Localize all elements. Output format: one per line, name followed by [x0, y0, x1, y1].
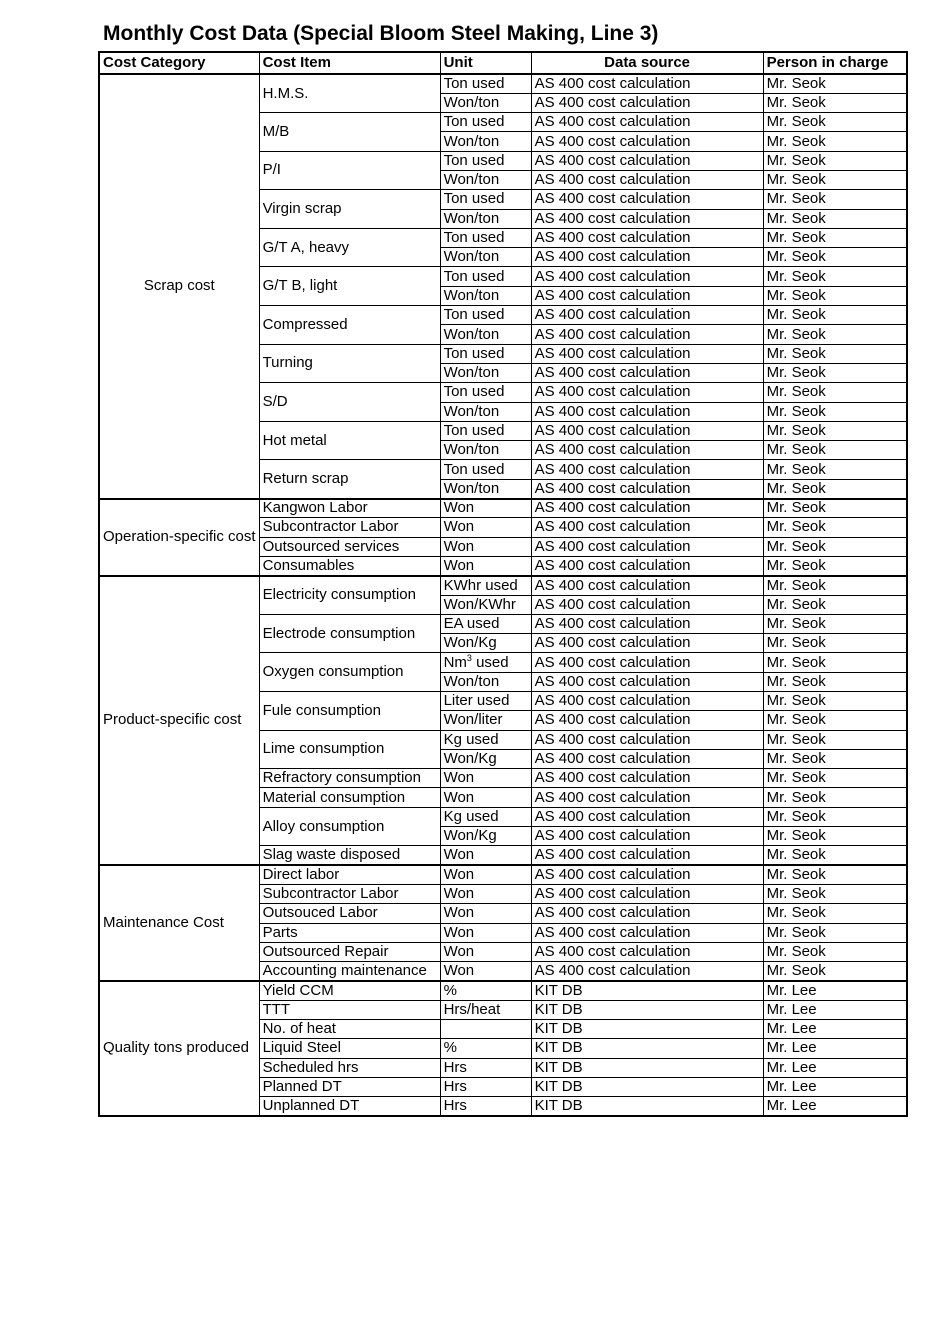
- unit-cell: [440, 479, 531, 498]
- unit-cell: [440, 711, 531, 730]
- unit-cell: [440, 93, 531, 112]
- data-source-cell: AS 400 cost calculation: [531, 113, 763, 132]
- unit-text: Won: [443, 943, 475, 960]
- person-in-charge-cell: Mr. Seok: [763, 672, 907, 691]
- person-in-charge-cell: Mr. Seok: [763, 460, 907, 479]
- cost-item-cell: Electrode consumption: [259, 614, 440, 653]
- person-in-charge-cell: Mr. Seok: [763, 518, 907, 537]
- unit-cell: [440, 306, 531, 325]
- data-source-cell: AS 400 cost calculation: [531, 479, 763, 498]
- unit-text: Ton used: [443, 229, 505, 247]
- unit-cell: [440, 537, 531, 556]
- cost-item-cell: Kangwon Labor: [259, 499, 440, 518]
- unit-text: Won/ton: [443, 93, 500, 111]
- cost-item-cell: Refractory consumption: [259, 769, 440, 788]
- person-in-charge-cell: Mr. Seok: [763, 151, 907, 170]
- person-in-charge-cell: Mr. Seok: [763, 595, 907, 614]
- data-source-cell: AS 400 cost calculation: [531, 441, 763, 460]
- unit-cell: [440, 904, 531, 923]
- unit-cell: [440, 402, 531, 421]
- unit-text: Won/ton: [443, 286, 500, 304]
- person-in-charge-cell: Mr. Seok: [763, 788, 907, 807]
- unit-text: Kg used: [443, 730, 499, 748]
- person-in-charge-cell: Mr. Seok: [763, 209, 907, 228]
- unit-cell: [440, 672, 531, 691]
- unit-text: Won/ton: [443, 441, 500, 459]
- unit-cell: [440, 518, 531, 537]
- cost-item-cell: M/B: [259, 113, 440, 152]
- unit-text: Won/ton: [443, 209, 500, 227]
- unit-text: Won: [443, 556, 475, 574]
- cost-item-cell: P/I: [259, 151, 440, 190]
- unit-cell: [440, 421, 531, 440]
- data-source-cell: AS 400 cost calculation: [531, 151, 763, 170]
- unit-text: Won/ton: [443, 171, 500, 189]
- unit-text: Nm: [443, 653, 467, 671]
- data-source-cell: AS 400 cost calculation: [531, 537, 763, 556]
- unit-text: Won: [443, 866, 475, 884]
- person-in-charge-cell: Mr. Seok: [763, 170, 907, 189]
- data-source-cell: AS 400 cost calculation: [531, 749, 763, 768]
- cost-item-cell: Outsourced Repair: [259, 942, 440, 961]
- unit-text: Won/liter: [443, 711, 503, 729]
- unit-cell: [440, 865, 531, 884]
- person-in-charge-cell: Mr. Seok: [763, 827, 907, 846]
- person-in-charge-cell: Mr. Lee: [763, 1077, 907, 1096]
- unit-text: Won: [443, 962, 475, 980]
- unit-cell: [440, 923, 531, 942]
- cost-item-cell: TTT: [259, 1000, 440, 1019]
- unit-text: Won/ton: [443, 364, 500, 382]
- person-in-charge-cell: Mr. Seok: [763, 190, 907, 209]
- person-in-charge-cell: Mr. Seok: [763, 499, 907, 518]
- cost-item-cell: No. of heat: [259, 1020, 440, 1039]
- data-source-cell: AS 400 cost calculation: [531, 132, 763, 151]
- person-in-charge-cell: Mr. Seok: [763, 286, 907, 305]
- person-in-charge-cell: Mr. Seok: [763, 248, 907, 267]
- data-source-cell: AS 400 cost calculation: [531, 209, 763, 228]
- data-source-cell: AS 400 cost calculation: [531, 325, 763, 344]
- unit-text: Won/ton: [443, 325, 500, 343]
- unit-text: Kg used: [443, 807, 499, 825]
- unit-cell: [440, 614, 531, 633]
- unit-text: Won/Kg: [443, 827, 497, 845]
- data-source-cell: AS 400 cost calculation: [531, 865, 763, 884]
- cost-item-cell: Alloy consumption: [259, 807, 440, 846]
- unit-cell: [440, 1000, 531, 1019]
- cost-item-cell: Scheduled hrs: [259, 1058, 440, 1077]
- cost-item-cell: Outsourced services: [259, 537, 440, 556]
- data-source-cell: AS 400 cost calculation: [531, 248, 763, 267]
- data-source-cell: AS 400 cost calculation: [531, 653, 763, 672]
- cost-item-cell: Subcontractor Labor: [259, 518, 440, 537]
- unit-cell: [440, 595, 531, 614]
- cost-item-cell: Hot metal: [259, 421, 440, 460]
- unit-text: Won: [443, 904, 475, 922]
- person-in-charge-cell: Mr. Seok: [763, 113, 907, 132]
- unit-text: Ton used: [443, 267, 505, 285]
- cost-item-cell: Electricity consumption: [259, 576, 440, 615]
- cost-category-group: [99, 576, 907, 865]
- unit-cell: [440, 74, 531, 93]
- person-in-charge-cell: Mr. Seok: [763, 402, 907, 421]
- unit-cell: [440, 556, 531, 575]
- data-source-cell: AS 400 cost calculation: [531, 93, 763, 112]
- unit-text: Won/Kg: [443, 750, 497, 768]
- unit-text: Won/KWhr: [443, 595, 516, 613]
- unit-text: Won: [443, 788, 475, 806]
- unit-cell: [440, 884, 531, 903]
- cost-item-cell: Slag waste disposed: [259, 846, 440, 865]
- unit-cell: [440, 460, 531, 479]
- data-source-cell: AS 400 cost calculation: [531, 827, 763, 846]
- cost-item-cell: Turning: [259, 344, 440, 383]
- person-in-charge-cell: Mr. Lee: [763, 1020, 907, 1039]
- unit-text: Won: [443, 499, 475, 517]
- person-in-charge-cell: Mr. Seok: [763, 576, 907, 595]
- cost-category-cell: Quality tons produced: [99, 981, 259, 1116]
- person-in-charge-cell: Mr. Lee: [763, 1039, 907, 1058]
- cost-item-cell: Consumables: [259, 556, 440, 575]
- cost-item-cell: H.M.S.: [259, 74, 440, 113]
- data-source-cell: KIT DB: [531, 1039, 763, 1058]
- unit-cell: [440, 228, 531, 247]
- unit-suffix: used: [471, 653, 509, 671]
- data-source-cell: KIT DB: [531, 1077, 763, 1096]
- unit-text: Hrs: [443, 1078, 467, 1096]
- data-source-cell: KIT DB: [531, 1058, 763, 1077]
- cost-item-cell: Accounting maintenance: [259, 962, 440, 981]
- table-row: [99, 499, 907, 518]
- unit-text: Won/ton: [443, 672, 500, 690]
- person-in-charge-cell: Mr. Seok: [763, 923, 907, 942]
- person-in-charge-cell: Mr. Seok: [763, 363, 907, 382]
- unit-cell: [440, 730, 531, 749]
- cost-item-cell: Material consumption: [259, 788, 440, 807]
- person-in-charge-cell: Mr. Seok: [763, 846, 907, 865]
- data-source-cell: AS 400 cost calculation: [531, 344, 763, 363]
- unit-text: Ton used: [443, 113, 505, 131]
- unit-cell: [440, 692, 531, 711]
- data-source-cell: AS 400 cost calculation: [531, 614, 763, 633]
- table-row: [99, 865, 907, 884]
- unit-superscript: 3: [466, 652, 472, 663]
- unit-text: Liter used: [443, 692, 510, 710]
- cost-category-cell: Operation-specific cost: [99, 499, 259, 576]
- unit-text: Ton used: [443, 460, 505, 478]
- cost-item-cell: G/T B, light: [259, 267, 440, 306]
- person-in-charge-cell: Mr. Seok: [763, 904, 907, 923]
- unit-cell: [440, 769, 531, 788]
- unit-cell: [440, 1058, 531, 1077]
- unit-cell: [440, 962, 531, 981]
- cost-item-cell: Unplanned DT: [259, 1097, 440, 1116]
- unit-cell: [440, 325, 531, 344]
- unit-cell: [440, 576, 531, 595]
- data-source-cell: AS 400 cost calculation: [531, 286, 763, 305]
- data-source-cell: AS 400 cost calculation: [531, 884, 763, 903]
- data-source-cell: AS 400 cost calculation: [531, 421, 763, 440]
- person-in-charge-cell: Mr. Seok: [763, 441, 907, 460]
- cost-item-cell: Liquid Steel: [259, 1039, 440, 1058]
- person-in-charge-cell: Mr. Seok: [763, 711, 907, 730]
- person-in-charge-cell: Mr. Seok: [763, 749, 907, 768]
- unit-cell: [440, 209, 531, 228]
- cost-item-cell: Direct labor: [259, 865, 440, 884]
- unit-text: Ton used: [443, 74, 505, 92]
- data-source-cell: AS 400 cost calculation: [531, 846, 763, 865]
- cost-data-table: [98, 51, 908, 1117]
- unit-cell: [440, 248, 531, 267]
- header-data-source: Data source: [531, 52, 763, 74]
- unit-cell: [440, 286, 531, 305]
- data-source-cell: AS 400 cost calculation: [531, 904, 763, 923]
- person-in-charge-cell: Mr. Seok: [763, 267, 907, 286]
- person-in-charge-cell: Mr. Seok: [763, 769, 907, 788]
- data-source-cell: AS 400 cost calculation: [531, 402, 763, 421]
- person-in-charge-cell: Mr. Seok: [763, 614, 907, 633]
- unit-cell: [440, 499, 531, 518]
- unit-text: Won/ton: [443, 402, 500, 420]
- cost-item-cell: Parts: [259, 923, 440, 942]
- person-in-charge-cell: Mr. Seok: [763, 865, 907, 884]
- data-source-cell: AS 400 cost calculation: [531, 942, 763, 961]
- unit-cell: [440, 363, 531, 382]
- unit-text: %: [443, 1039, 457, 1057]
- page-title: Monthly Cost Data (Special Bloom Steel Making, Line 3): [103, 22, 659, 45]
- unit-cell: [440, 344, 531, 363]
- unit-cell: [440, 441, 531, 460]
- person-in-charge-cell: Mr. Seok: [763, 479, 907, 498]
- data-source-cell: KIT DB: [531, 1097, 763, 1116]
- unit-cell: [440, 190, 531, 209]
- table-row: [99, 981, 907, 1000]
- cost-item-cell: Virgin scrap: [259, 190, 440, 229]
- data-source-cell: AS 400 cost calculation: [531, 74, 763, 93]
- cost-category-cell: Scrap cost: [99, 74, 259, 499]
- unit-cell: [440, 788, 531, 807]
- unit-cell: [440, 132, 531, 151]
- data-source-cell: KIT DB: [531, 981, 763, 1000]
- unit-cell: [440, 1077, 531, 1096]
- person-in-charge-cell: Mr. Lee: [763, 1097, 907, 1116]
- data-source-cell: AS 400 cost calculation: [531, 923, 763, 942]
- table-header: [99, 52, 907, 74]
- data-source-cell: AS 400 cost calculation: [531, 730, 763, 749]
- cost-category-group: [99, 981, 907, 1116]
- data-source-cell: AS 400 cost calculation: [531, 383, 763, 402]
- data-source-cell: AS 400 cost calculation: [531, 190, 763, 209]
- unit-cell: [440, 749, 531, 768]
- data-source-cell: KIT DB: [531, 1000, 763, 1019]
- unit-text: Won/Kg: [443, 634, 497, 652]
- data-source-cell: AS 400 cost calculation: [531, 672, 763, 691]
- person-in-charge-cell: Mr. Seok: [763, 556, 907, 575]
- unit-text: Won/ton: [443, 479, 500, 497]
- data-source-cell: AS 400 cost calculation: [531, 692, 763, 711]
- unit-text: Ton used: [443, 421, 505, 439]
- data-source-cell: AS 400 cost calculation: [531, 595, 763, 614]
- data-source-cell: AS 400 cost calculation: [531, 962, 763, 981]
- person-in-charge-cell: Mr. Seok: [763, 942, 907, 961]
- unit-text: Ton used: [443, 306, 505, 324]
- unit-cell: [440, 1097, 531, 1116]
- unit-cell: [440, 267, 531, 286]
- cost-item-cell: Fule consumption: [259, 692, 440, 731]
- unit-text: Hrs: [443, 1058, 467, 1076]
- cost-category-group: [99, 499, 907, 576]
- cost-item-cell: S/D: [259, 383, 440, 422]
- table-row: [99, 576, 907, 595]
- unit-cell: [440, 170, 531, 189]
- cost-item-cell: Lime consumption: [259, 730, 440, 769]
- unit-text: Won: [443, 769, 475, 787]
- person-in-charge-cell: Mr. Seok: [763, 537, 907, 556]
- cost-category-cell: Product-specific cost: [99, 576, 259, 865]
- person-in-charge-cell: Mr. Seok: [763, 325, 907, 344]
- person-in-charge-cell: Mr. Seok: [763, 421, 907, 440]
- unit-text: Ton used: [443, 190, 505, 208]
- cost-category-group: [99, 865, 907, 981]
- cost-category-cell: Maintenance Cost: [99, 865, 259, 981]
- header-row: [99, 52, 907, 74]
- data-source-cell: AS 400 cost calculation: [531, 363, 763, 382]
- person-in-charge-cell: Mr. Seok: [763, 383, 907, 402]
- data-source-cell: AS 400 cost calculation: [531, 170, 763, 189]
- unit-cell: [440, 653, 531, 672]
- data-source-cell: AS 400 cost calculation: [531, 556, 763, 575]
- person-in-charge-cell: Mr. Seok: [763, 884, 907, 903]
- cost-item-cell: G/T A, heavy: [259, 228, 440, 267]
- unit-cell: [440, 151, 531, 170]
- unit-text: EA used: [443, 614, 500, 632]
- unit-text: Won: [443, 923, 475, 941]
- cost-item-cell: Yield CCM: [259, 981, 440, 1000]
- person-in-charge-cell: Mr. Seok: [763, 692, 907, 711]
- cost-item-cell: Subcontractor Labor: [259, 884, 440, 903]
- unit-cell: [440, 1020, 531, 1039]
- data-source-cell: AS 400 cost calculation: [531, 769, 763, 788]
- person-in-charge-cell: Mr. Seok: [763, 132, 907, 151]
- unit-text: Won: [443, 518, 475, 536]
- unit-cell: [440, 1039, 531, 1058]
- header-cost-item: Cost Item: [259, 52, 440, 74]
- person-in-charge-cell: Mr. Seok: [763, 634, 907, 653]
- unit-cell: [440, 942, 531, 961]
- unit-text: Ton used: [443, 151, 505, 169]
- unit-text: Won: [443, 885, 475, 903]
- person-in-charge-cell: Mr. Lee: [763, 1058, 907, 1077]
- table-row: [99, 74, 907, 93]
- unit-text: Won: [443, 846, 475, 864]
- cost-item-cell: Planned DT: [259, 1077, 440, 1096]
- person-in-charge-cell: Mr. Seok: [763, 306, 907, 325]
- unit-cell: [440, 981, 531, 1000]
- data-source-cell: AS 400 cost calculation: [531, 306, 763, 325]
- person-in-charge-cell: Mr. Seok: [763, 807, 907, 826]
- person-in-charge-cell: Mr. Seok: [763, 962, 907, 981]
- header-cost-category: Cost Category: [99, 52, 259, 74]
- unit-text: Hrs: [443, 1097, 467, 1115]
- person-in-charge-cell: Mr. Lee: [763, 1000, 907, 1019]
- data-source-cell: AS 400 cost calculation: [531, 711, 763, 730]
- person-in-charge-cell: Mr. Seok: [763, 344, 907, 363]
- data-source-cell: AS 400 cost calculation: [531, 634, 763, 653]
- person-in-charge-cell: Mr. Seok: [763, 74, 907, 93]
- person-in-charge-cell: Mr. Seok: [763, 228, 907, 247]
- data-source-cell: AS 400 cost calculation: [531, 518, 763, 537]
- cost-item-cell: Return scrap: [259, 460, 440, 499]
- unit-cell: [440, 634, 531, 653]
- data-source-cell: AS 400 cost calculation: [531, 576, 763, 595]
- unit-text: Won: [443, 537, 475, 555]
- cost-item-cell: Outsouced Labor: [259, 904, 440, 923]
- unit-cell: [440, 846, 531, 865]
- person-in-charge-cell: Mr. Lee: [763, 981, 907, 1000]
- unit-text: Ton used: [443, 383, 505, 401]
- data-source-cell: KIT DB: [531, 1020, 763, 1039]
- data-source-cell: AS 400 cost calculation: [531, 228, 763, 247]
- header-person-in-charge: Person in charge: [763, 52, 907, 74]
- cost-item-cell: Oxygen consumption: [259, 653, 440, 692]
- person-in-charge-cell: Mr. Seok: [763, 730, 907, 749]
- data-source-cell: AS 400 cost calculation: [531, 807, 763, 826]
- data-source-cell: AS 400 cost calculation: [531, 460, 763, 479]
- unit-text: Won/ton: [443, 248, 500, 266]
- unit-text: %: [443, 981, 457, 999]
- data-source-cell: AS 400 cost calculation: [531, 788, 763, 807]
- unit-text: Hrs/heat: [443, 1000, 501, 1018]
- unit-text: KWhr used: [443, 576, 518, 594]
- data-source-cell: AS 400 cost calculation: [531, 267, 763, 286]
- unit-cell: [440, 383, 531, 402]
- data-source-cell: AS 400 cost calculation: [531, 499, 763, 518]
- header-unit: Unit: [440, 52, 531, 74]
- unit-cell: [440, 113, 531, 132]
- person-in-charge-cell: Mr. Seok: [763, 93, 907, 112]
- cost-item-cell: Compressed: [259, 306, 440, 345]
- unit-cell: [440, 827, 531, 846]
- unit-text: Won/ton: [443, 132, 500, 150]
- unit-text: Ton used: [443, 344, 505, 362]
- cost-category-group: [99, 74, 907, 499]
- person-in-charge-cell: Mr. Seok: [763, 653, 907, 672]
- unit-cell: [440, 807, 531, 826]
